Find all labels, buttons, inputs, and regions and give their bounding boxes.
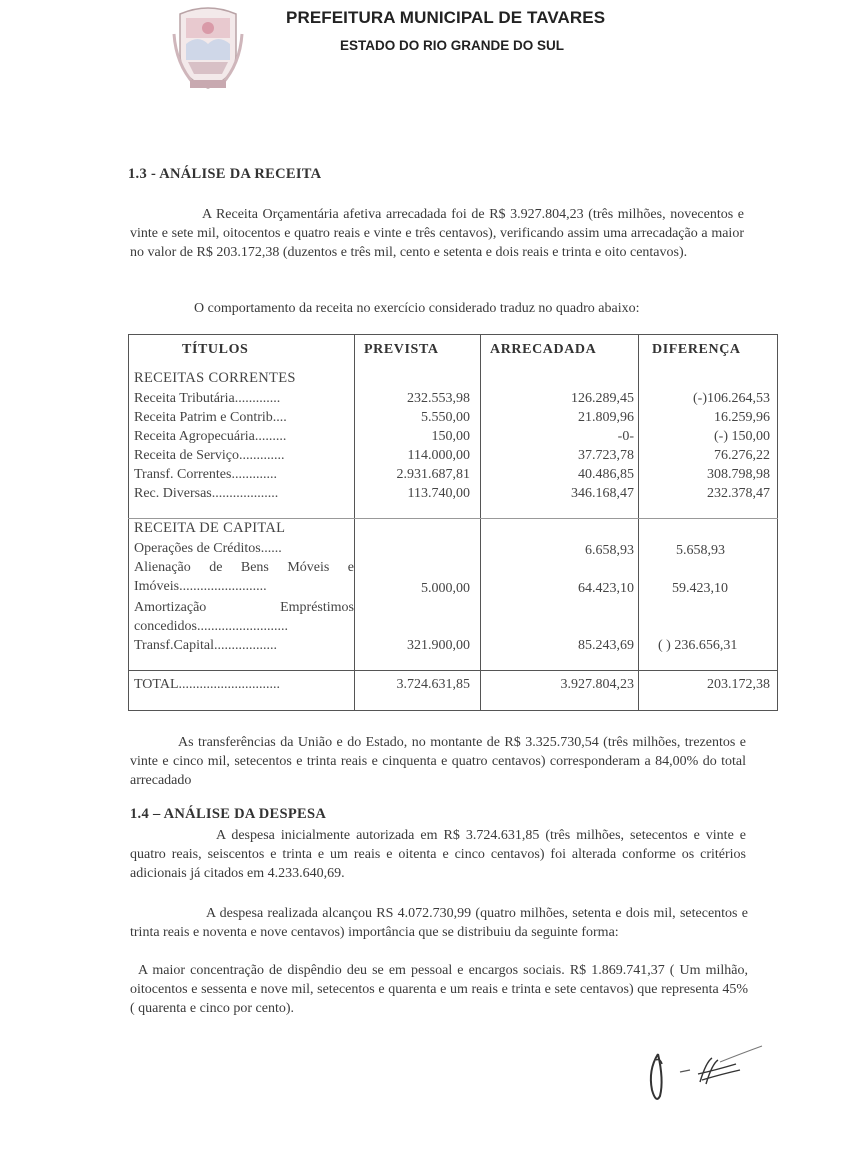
row-label-alienacao: Alienação de Bens Móveis e Imóveis......................... <box>134 560 354 594</box>
cell-arrecadada: 40.486,85 <box>578 467 634 482</box>
row-label: Receita Agropecuária......... <box>134 429 287 444</box>
cell-arrecadada: 21.809,96 <box>578 410 634 425</box>
row-label: Transf. Correntes............. <box>134 467 277 482</box>
row-label-transf-capital: Transf.Capital.................. <box>134 638 277 653</box>
despesa-paragraph-3: A maior concentração de dispêndio deu se em pessoal e encargos sociais. R$ 1.869.741,37 ( Um milhão, oitocentos e sessenta e nove mil, setecentos e quarenta e um reais e trinta e sete centavos) que representa 45% ( quarenta e cinco por cento). <box>130 963 748 1016</box>
cell-arrecadada: 6.658,93 <box>585 543 634 558</box>
group-receitas-correntes: RECEITAS CORRENTES <box>134 370 296 386</box>
page-subtitle: ESTADO DO RIO GRANDE DO SUL <box>340 38 565 53</box>
cell-prevista: 2.931.687,81 <box>396 467 470 482</box>
col-header-diferenca: DIFERENÇA <box>652 342 741 357</box>
despesa-paragraph-1: A despesa inicialmente autorizada em R$ 3.724.631,85 (três milhões, setecentos e vinte e quatro reais, seiscentos e trinta e um reais e oitenta e cinco centavos) foi alterada conforme os critérios adicionais já citados em 4.233.640,69. <box>130 828 746 881</box>
row-label-operacoes-credito: Operações de Créditos...... <box>134 541 282 556</box>
cell-prevista: 113.740,00 <box>407 486 470 501</box>
cell-diferenca: ( ) 236.656,31 <box>658 638 738 653</box>
municipal-crest-icon <box>172 4 244 92</box>
section-heading-despesa: 1.4 – ANÁLISE DA DESPESA <box>130 806 327 822</box>
col-header-titulos: TÍTULOS <box>182 342 249 357</box>
cell-arrecadada: 85.243,69 <box>578 638 634 653</box>
receita-intro-paragraph: O comportamento da receita no exercício considerado traduz no quadro abaixo: <box>194 301 640 316</box>
cell-prevista: 5.000,00 <box>421 581 470 596</box>
cell-diferenca: (-)106.264,53 <box>693 391 770 406</box>
cell-total-prevista: 3.724.631,85 <box>396 677 470 692</box>
cell-prevista: 321.900,00 <box>407 638 470 653</box>
cell-total-diferenca: 203.172,38 <box>707 677 770 692</box>
row-label-amortizacao: Amortização Empréstimos concedidos.......................... <box>134 600 354 634</box>
col-header-arrecadada: ARRECADADA <box>490 342 597 357</box>
receita-paragraph: A Receita Orçamentária afetiva arrecadada foi de R$ 3.927.804,23 (três milhões, novecentos e vinte e sete mil, oitocentos e quatro reais e vinte e três centavos), verificando assim uma arrecadação a maior no valor de R$ 203.172,38 (duzentos e três mil, cento e setenta e dois reais e trinta e oito centavos). <box>130 207 744 260</box>
cell-arrecadada: 126.289,45 <box>571 391 634 406</box>
page-title: PREFEITURA MUNICIPAL DE TAVARES <box>286 8 606 27</box>
col-header-prevista: PREVISTA <box>364 342 439 357</box>
cell-arrecadada: -0- <box>617 429 634 444</box>
cell-diferenca: (-) 150,00 <box>714 429 770 444</box>
cell-arrecadada: 64.423,10 <box>578 581 634 596</box>
cell-diferenca: 232.378,47 <box>707 486 770 501</box>
cell-arrecadada: 37.723,78 <box>578 448 634 463</box>
despesa-paragraph-2: A despesa realizada alcançou RS 4.072.730,99 (quatro milhões, setenta e dois mil, setecentos e trinta reais e noventa e nove centavos) importância que se distribuiu da seguinte forma: <box>130 906 748 940</box>
receita-table <box>128 334 778 711</box>
cell-total-arrecadada: 3.927.804,23 <box>560 677 634 692</box>
handwritten-signature-icon <box>640 1040 770 1110</box>
transferencias-paragraph: As transferências da União e do Estado, no montante de R$ 3.325.730,54 (três milhões, trezentos e vinte e cinco mil, setecentos e trinta reais e cinquenta e quatro centavos) corresponderam a 84,00% do total arrecadado <box>130 735 746 788</box>
row-label: Rec. Diversas................... <box>134 486 279 501</box>
row-label: Receita Tributária............. <box>134 391 281 406</box>
row-label-total: TOTAL............................. <box>134 677 281 692</box>
cell-prevista: 114.000,00 <box>407 448 470 463</box>
cell-prevista: 150,00 <box>431 429 470 444</box>
cell-diferenca: 16.259,96 <box>714 410 770 425</box>
cell-prevista: 5.550,00 <box>421 410 470 425</box>
cell-arrecadada: 346.168,47 <box>571 486 634 501</box>
cell-diferenca: 5.658,93 <box>676 543 725 558</box>
cell-diferenca: 76.276,22 <box>714 448 770 463</box>
cell-diferenca: 308.798,98 <box>707 467 770 482</box>
cell-diferenca: 59.423,10 <box>672 581 728 596</box>
group-receita-capital: RECEITA DE CAPITAL <box>134 520 286 536</box>
cell-prevista: 232.553,98 <box>407 391 470 406</box>
section-heading-receita: 1.3 - ANÁLISE DA RECEITA <box>128 166 322 182</box>
row-label: Receita de Serviço............. <box>134 448 285 463</box>
row-label: Receita Patrim e Contrib.... <box>134 410 287 425</box>
